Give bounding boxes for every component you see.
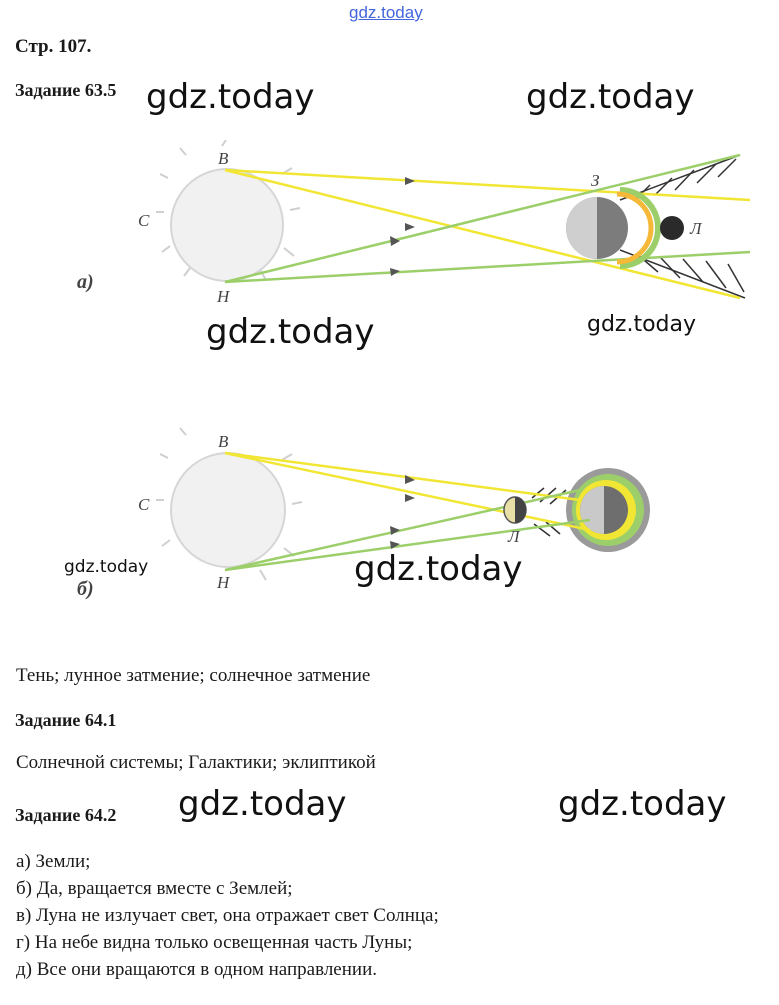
answer-line: в) Луна не излучает свет, она отражает свет Солнца; bbox=[16, 905, 439, 926]
answer-line: а) Земли; bbox=[16, 851, 91, 872]
caption-a: а) bbox=[77, 271, 94, 293]
site-link[interactable]: gdz.today bbox=[349, 3, 423, 22]
label-bottom-point: Н bbox=[217, 287, 230, 306]
watermark: gdz.today bbox=[354, 549, 523, 589]
watermark: gdz.today bbox=[206, 312, 375, 352]
label-earth: З bbox=[591, 171, 600, 190]
label-moon: Л bbox=[508, 527, 520, 546]
watermark: gdz.today bbox=[558, 784, 727, 824]
moon bbox=[660, 216, 684, 240]
watermark: gdz.today bbox=[587, 312, 697, 337]
watermark: gdz.today bbox=[64, 557, 149, 577]
answers-64-2 bbox=[16, 848, 439, 983]
caption-b: б) bbox=[77, 578, 94, 600]
label-top-point: В bbox=[218, 432, 229, 451]
label-sun: С bbox=[138, 211, 150, 230]
answer-line: г) На небе видна только освещенная часть Луны; bbox=[16, 932, 413, 953]
task-63-5-heading: Задание 63.5 bbox=[15, 80, 117, 100]
task-64-1-heading: Задание 64.1 bbox=[15, 710, 117, 730]
solar-eclipse-diagram bbox=[60, 420, 760, 600]
label-sun: С bbox=[138, 495, 150, 514]
answer-line: б) Да, вращается вместе с Землей; bbox=[16, 878, 293, 899]
page-label: Стр. 107. bbox=[15, 36, 92, 57]
label-bottom-point: Н bbox=[217, 573, 230, 592]
sun bbox=[171, 453, 285, 567]
sun bbox=[171, 169, 283, 281]
label-moon: Л bbox=[690, 219, 702, 238]
watermark: gdz.today bbox=[146, 77, 315, 117]
task-64-2-heading: Задание 64.2 bbox=[15, 805, 117, 825]
label-top-point: В bbox=[218, 149, 229, 168]
watermark: gdz.today bbox=[178, 784, 347, 824]
answer-64-1: Солнечной системы; Галактики; эклиптикой bbox=[16, 752, 376, 773]
answer-line: д) Все они вращаются в одном направлении. bbox=[16, 959, 377, 980]
answer-63-5: Тень; лунное затмение; солнечное затмение bbox=[16, 665, 371, 686]
lunar-eclipse-diagram bbox=[60, 140, 760, 310]
watermark: gdz.today bbox=[526, 77, 695, 117]
